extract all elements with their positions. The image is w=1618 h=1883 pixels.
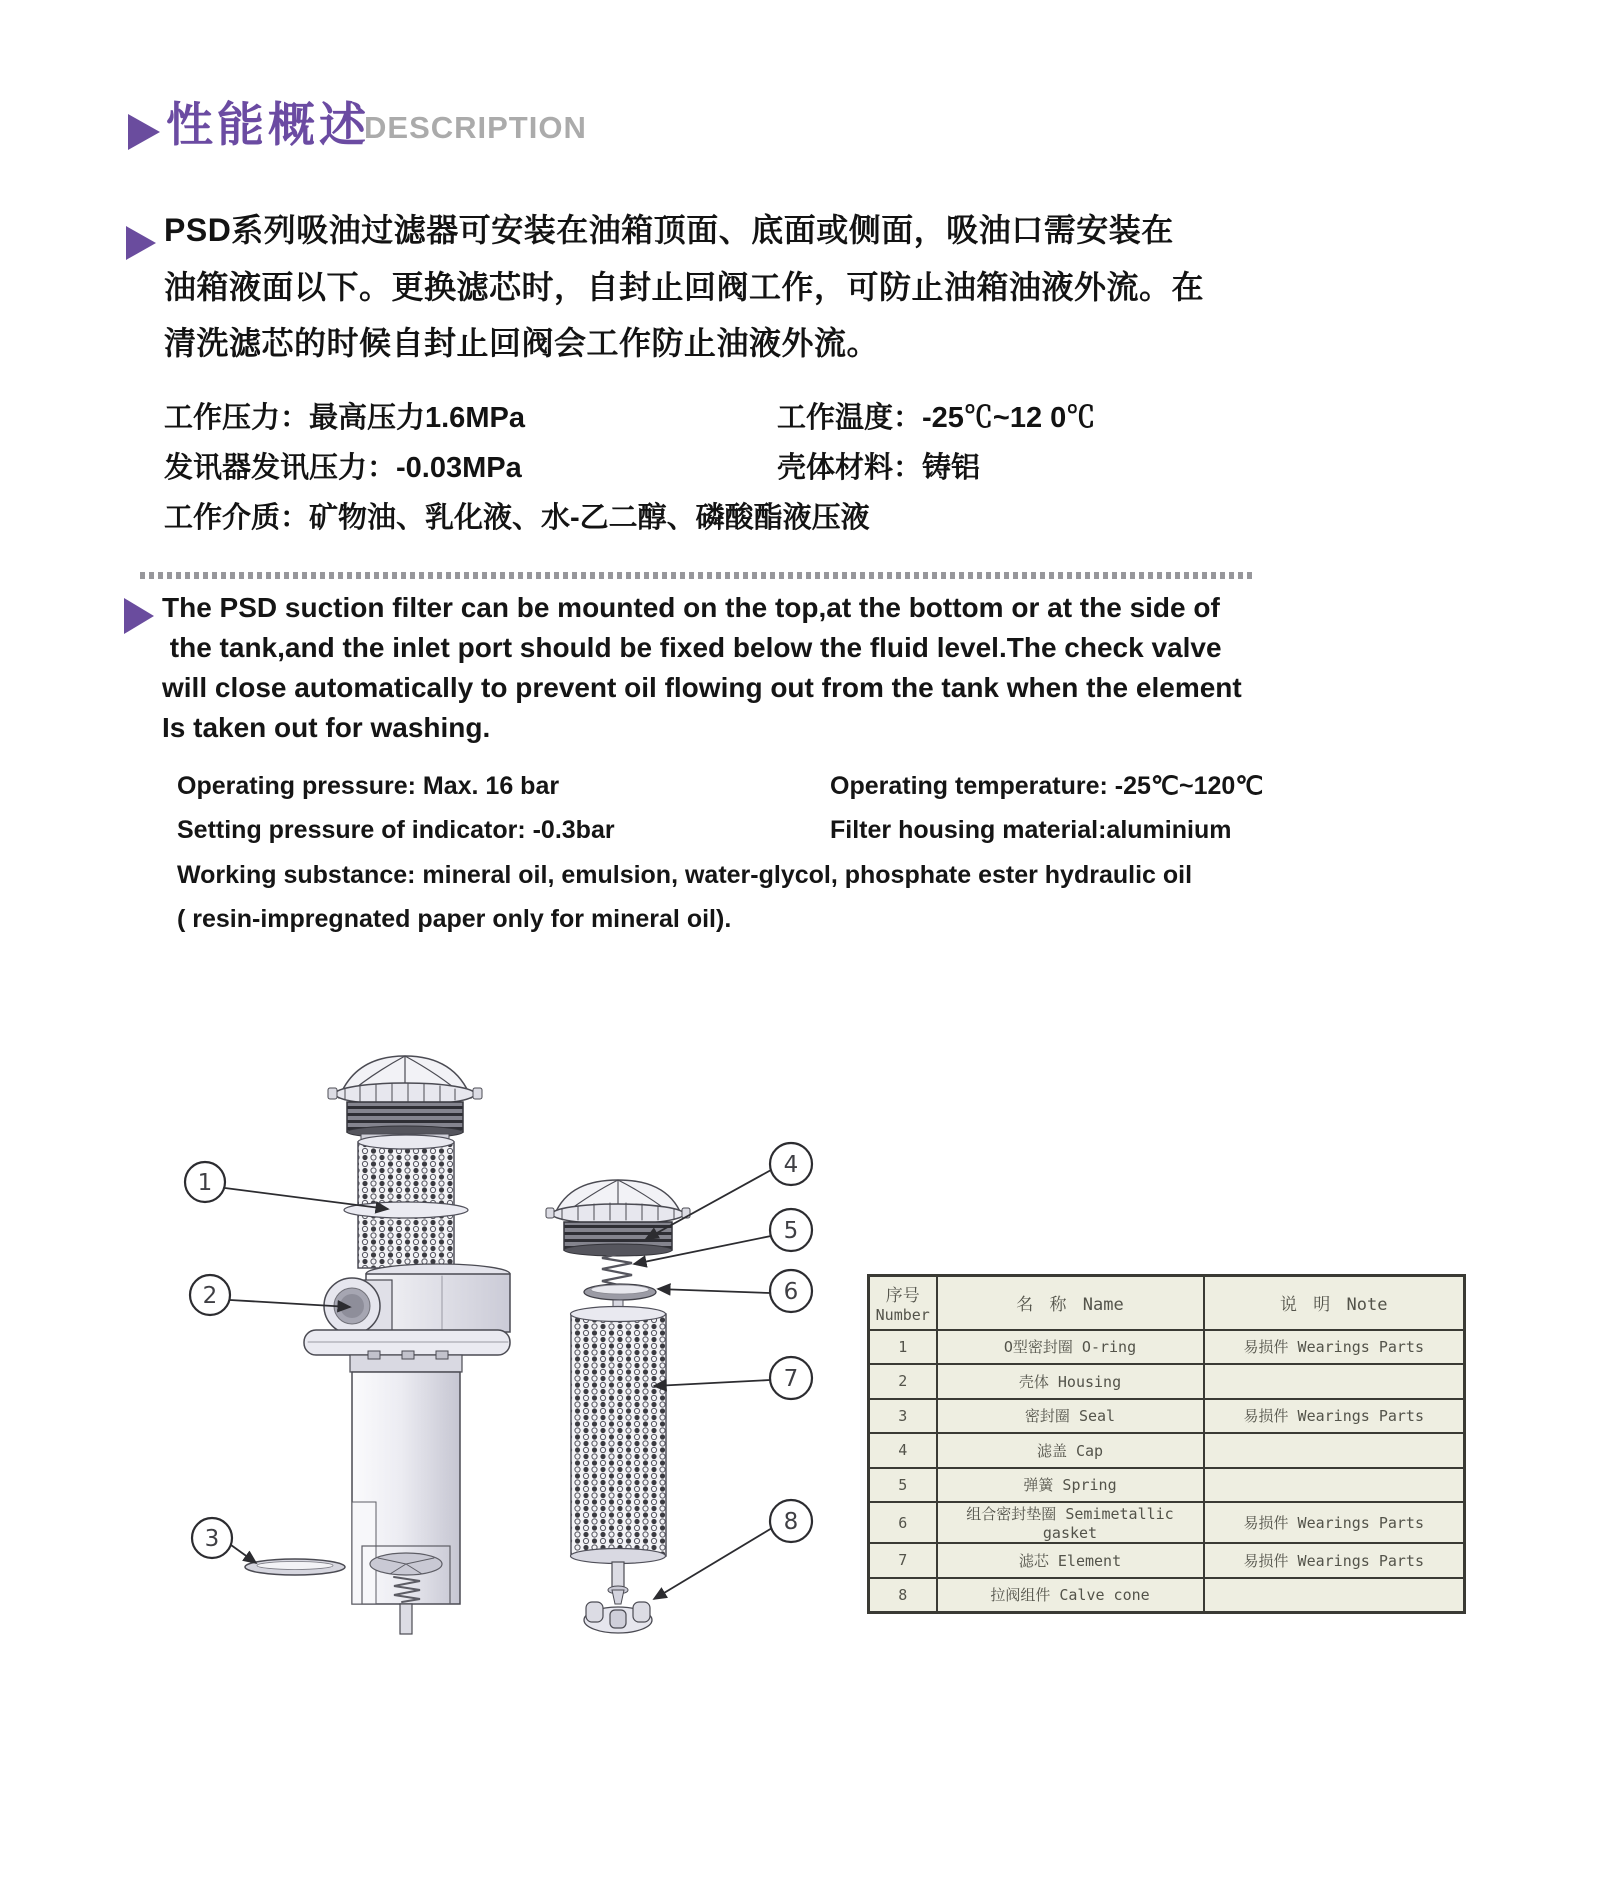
- spec-pressure-en: Operating pressure: Max. 16 bar: [177, 771, 560, 800]
- spec-temperature-cn: 工作温度：-25℃~12 0℃: [777, 401, 1096, 434]
- spec-material-en: Filter housing material:aluminium: [830, 816, 1232, 845]
- filter-assembly-exploded: [546, 1180, 690, 1633]
- callout-2-label: 2: [202, 1283, 218, 1309]
- callout-7: [770, 1357, 812, 1399]
- cell-number: 2: [869, 1364, 937, 1399]
- spec-row: [177, 898, 1263, 943]
- cell-note: [1204, 1433, 1465, 1468]
- header-note: 说 明 Note: [1204, 1276, 1465, 1330]
- callout-5-label: 5: [783, 1218, 799, 1244]
- intro-paragraph-cn: [164, 202, 1204, 372]
- parts-table: [867, 1274, 1466, 1614]
- callout-8-label: 8: [783, 1509, 799, 1535]
- paragraph-arrow-icon: [126, 226, 156, 260]
- dotted-divider: [140, 572, 1256, 579]
- spec-medium-en: Working substance: mineral oil, emulsion, water-glycol, phosphate ester hydraulic oil: [177, 860, 1193, 889]
- cell-name: 组合密封垫圈 Semimetallic gasket: [937, 1502, 1204, 1543]
- table-row: [869, 1433, 1465, 1468]
- page-subtitle: DESCRIPTION: [364, 110, 587, 145]
- spec-row: [164, 390, 1095, 440]
- spec-medium-note-en: ( resin-impregnated paper only for mineral oil).: [177, 905, 732, 934]
- section-arrow-icon: [128, 114, 160, 150]
- header-number-en: Number: [875, 1306, 930, 1325]
- cell-note: [1204, 1364, 1465, 1399]
- table-header-row: [869, 1276, 1465, 1330]
- spec-row: [164, 490, 1095, 540]
- spec-indicator-cn: 发讯器发讯压力：-0.03MPa: [164, 451, 522, 484]
- spec-temperature-en: Operating temperature: -25℃~120℃: [830, 772, 1264, 801]
- spec-pressure-cn: 工作压力：最高压力1.6MPa: [164, 401, 525, 434]
- header-number-cn: 序号: [885, 1286, 920, 1307]
- intro-cn-line: 清洗滤芯的时候自封止回阀会工作防止油液外流。: [164, 325, 880, 361]
- callout-7-label: 7: [783, 1366, 799, 1392]
- spec-row: [177, 764, 1263, 809]
- callout-lines: [225, 1170, 772, 1599]
- table-row: [869, 1399, 1465, 1434]
- intro-cn-line: 油箱液面以下。更换滤芯时，自封止回阀工作，可防止油箱油液外流。在: [164, 268, 1205, 305]
- cell-name: 壳体 Housing: [937, 1364, 1204, 1399]
- spec-row: [164, 440, 1095, 490]
- cell-note: [1204, 1578, 1465, 1613]
- paragraph-arrow-icon: [124, 598, 154, 634]
- table-row: [869, 1468, 1465, 1503]
- cell-name: 密封圈 Seal: [937, 1399, 1204, 1434]
- specs-cn: [164, 390, 1095, 540]
- callout-6-label: 6: [783, 1279, 799, 1305]
- cell-note: 易损件 Wearings Parts: [1204, 1330, 1465, 1365]
- callout-2: [190, 1275, 230, 1315]
- spec-indicator-en: Setting pressure of indicator: -0.3bar: [177, 816, 615, 845]
- callout-3-label: 3: [204, 1526, 220, 1552]
- spec-material-cn: 壳体材料：铸铝: [777, 451, 981, 484]
- callout-1-label: 1: [197, 1170, 213, 1196]
- cell-name: O型密封圈 O-ring: [937, 1330, 1204, 1365]
- cell-name: 弹簧 Spring: [937, 1468, 1204, 1503]
- cell-number: 4: [869, 1433, 937, 1468]
- cell-note: [1204, 1468, 1465, 1503]
- cell-name: 滤盖 Cap: [937, 1433, 1204, 1468]
- intro-en-line: the tank,and the inlet port should be fixed below the fluid level.The check valve: [162, 632, 1222, 663]
- parts-table-grid: [867, 1274, 1466, 1614]
- cell-number: 8: [869, 1578, 937, 1613]
- intro-en-line: will close automatically to prevent oil flowing out from the tank when the element: [162, 672, 1242, 703]
- table-row: [869, 1543, 1465, 1578]
- header-name: 名 称 Name: [937, 1276, 1204, 1330]
- header-number: [869, 1276, 937, 1330]
- filter-assembly-complete: [245, 1056, 510, 1634]
- cell-name: 滤芯 Element: [937, 1543, 1204, 1578]
- cell-note: 易损件 Wearings Parts: [1204, 1502, 1465, 1543]
- exploded-view-diagram: [140, 1050, 860, 1670]
- page-title: 性能概述: [166, 98, 370, 151]
- callout-8: [770, 1500, 812, 1542]
- cell-number: 7: [869, 1543, 937, 1578]
- table-row: [869, 1502, 1465, 1543]
- spec-row: [177, 809, 1263, 854]
- callout-1: [185, 1162, 225, 1202]
- cell-name: 拉阀组件 Calve cone: [937, 1578, 1204, 1613]
- table-row: [869, 1364, 1465, 1399]
- callout-6: [770, 1270, 812, 1312]
- intro-en-line: Is taken out for washing.: [162, 712, 491, 743]
- cell-number: 6: [869, 1502, 937, 1543]
- intro-cn-line: PSD系列吸油过滤器可安装在油箱顶面、底面或侧面，吸油口需安装在: [164, 212, 1174, 248]
- callout-5: [770, 1209, 812, 1251]
- callout-4: [770, 1143, 812, 1185]
- table-row: [869, 1578, 1465, 1613]
- cell-number: 3: [869, 1399, 937, 1434]
- cell-number: 1: [869, 1330, 937, 1365]
- table-row: [869, 1330, 1465, 1365]
- spec-medium-cn: 工作介质：矿物油、乳化液、水-乙二醇、磷酸酯液压液: [164, 501, 870, 534]
- callout-3: [192, 1518, 232, 1558]
- intro-en-line: The PSD suction filter can be mounted on the top,at the bottom or at the side of: [162, 592, 1220, 623]
- cell-note: 易损件 Wearings Parts: [1204, 1543, 1465, 1578]
- callout-4-label: 4: [783, 1152, 799, 1178]
- spec-row: [177, 853, 1263, 898]
- cell-number: 5: [869, 1468, 937, 1503]
- intro-paragraph-en: [162, 588, 1242, 748]
- cell-note: 易损件 Wearings Parts: [1204, 1399, 1465, 1434]
- specs-en: [177, 764, 1263, 942]
